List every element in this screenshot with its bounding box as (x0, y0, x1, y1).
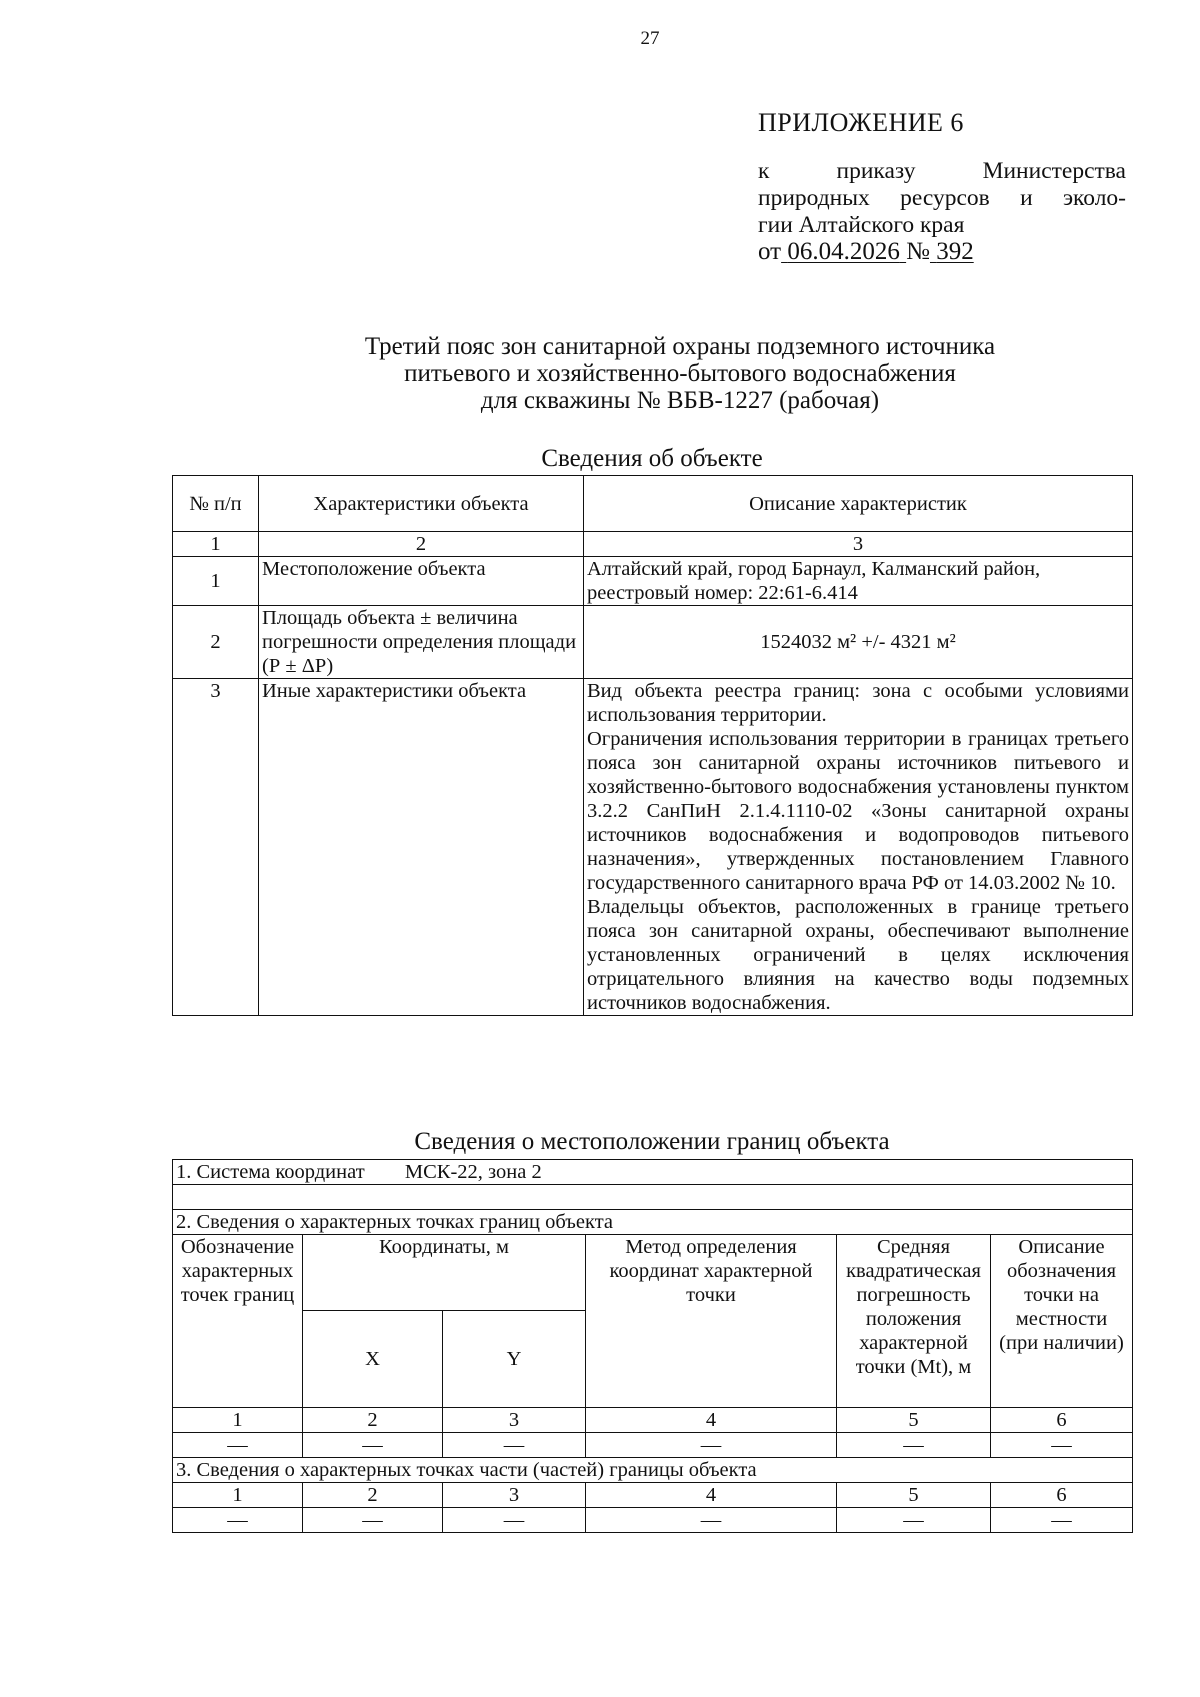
column-number-row (173, 1483, 1133, 1508)
table-row (173, 679, 1133, 1016)
column-number: 5 (837, 1483, 991, 1508)
table-cell: — (173, 1508, 303, 1533)
coord-system-value: МСК-22, зона 2 (404, 1161, 542, 1183)
column-number: 2 (303, 1483, 443, 1508)
description-paragraph: Владельцы объектов, расположенных в границе третьего пояса зон санитарной охраны, обеспечивают выполнение установленных ограничений в целях исключения отрицательного влияния на качество воды подземных источников водоснабжения. (587, 896, 1129, 1014)
table-header-row (173, 476, 1133, 532)
page-number: 27 (640, 28, 660, 49)
date-prefix: от (758, 238, 782, 265)
object-info-table (172, 475, 1133, 1016)
column-number-row (173, 532, 1133, 557)
header-designation: Обозначение характерных точек границ (173, 1235, 303, 1408)
column-number-row (173, 1408, 1133, 1433)
boundary-info-title: Сведения о местоположении границ объекта (414, 1128, 890, 1155)
table-row (173, 1508, 1133, 1533)
coord-system-row (173, 1160, 1133, 1185)
row-description (584, 679, 1133, 1016)
row-number: 1 (173, 557, 259, 606)
table-cell: — (586, 1433, 837, 1458)
order-ref-line: природных ресурсов и эколо- (758, 185, 1126, 211)
column-number: 1 (173, 1408, 303, 1433)
coord-system-cell (173, 1160, 1133, 1185)
header-x: X (303, 1311, 443, 1408)
header-method: Метод определения координат характерной точки (586, 1235, 837, 1408)
table-cell: — (837, 1508, 991, 1533)
header-y: Y (443, 1311, 586, 1408)
points-section-label: 2. Сведения о характерных точках границ объекта (173, 1210, 1133, 1235)
header-number: № п/п (173, 476, 259, 532)
order-date (758, 238, 974, 266)
table-row (173, 557, 1133, 606)
table-cell: — (303, 1433, 443, 1458)
table-header-row (173, 1235, 1133, 1311)
column-number: 3 (443, 1408, 586, 1433)
header-description: Описание характеристик (584, 476, 1133, 532)
column-number: 3 (584, 532, 1133, 557)
row-number: 3 (173, 679, 259, 1016)
column-number: 6 (991, 1483, 1133, 1508)
row-description: Алтайский край, город Барнаул, Калманский район, реестровый номер: 22:61-6.414 (584, 557, 1133, 606)
appendix-title: ПРИЛОЖЕНИЕ 6 (758, 108, 964, 137)
coord-system-label: 1. Система координат (176, 1161, 365, 1183)
table-cell: — (837, 1433, 991, 1458)
header-error: Средняя квадратическая погрешность положения характерной точки (Mt), м (837, 1235, 991, 1408)
title-line: для скважины № ВБВ-1227 (рабочая) (480, 387, 880, 414)
document-title (230, 333, 1130, 414)
spacer-row (173, 1185, 1133, 1210)
row-description: 1524032 м² +/- 4321 м² (584, 606, 1133, 679)
boundary-info-table (172, 1159, 1133, 1533)
column-number: 4 (586, 1483, 837, 1508)
table-cell: — (586, 1508, 837, 1533)
number-value: 392 (936, 238, 974, 265)
row-number: 2 (173, 606, 259, 679)
row-characteristic: Иные характеристики объекта (259, 679, 584, 1016)
title-line: Третий пояс зон санитарной охраны подземного источника (364, 333, 996, 360)
column-number: 2 (259, 532, 584, 557)
table-cell: — (173, 1433, 303, 1458)
column-number: 4 (586, 1408, 837, 1433)
number-prefix: № (906, 238, 930, 265)
table-cell: — (303, 1508, 443, 1533)
table-cell: — (991, 1433, 1133, 1458)
column-number: 1 (173, 1483, 303, 1508)
row-characteristic: Местоположение объекта (259, 557, 584, 606)
table-row (173, 606, 1133, 679)
table-cell: — (991, 1508, 1133, 1533)
column-number: 6 (991, 1408, 1133, 1433)
order-reference (758, 158, 1126, 239)
parts-section-label: 3. Сведения о характерных точках части (частей) границы объекта (173, 1458, 1133, 1483)
column-number: 5 (837, 1408, 991, 1433)
points-section-row (173, 1210, 1133, 1235)
table-row (173, 1433, 1133, 1458)
header-characteristic: Характеристики объекта (259, 476, 584, 532)
column-number: 1 (173, 532, 259, 557)
table-cell: — (443, 1508, 586, 1533)
title-line: питьевого и хозяйственно-бытового водоснабжения (404, 360, 956, 387)
header-point-description: Описание обозначения точки на местности (при наличии) (991, 1235, 1133, 1408)
empty-cell (173, 1185, 1133, 1210)
column-number: 3 (443, 1483, 586, 1508)
parts-section-row (173, 1458, 1133, 1483)
description-paragraph: Вид объекта реестра границ: зона с особыми условиями использования территории. (587, 680, 1129, 726)
date-value: 06.04.2026 (787, 238, 900, 265)
header-coordinates: Координаты, м (303, 1235, 586, 1311)
order-ref-line: гии Алтайского края (758, 212, 965, 238)
object-info-title: Сведения об объекте (541, 445, 763, 472)
row-characteristic: Площадь объекта ± величина погрешности определения площади (Р ± ΔР) (259, 606, 584, 679)
table-cell: — (443, 1433, 586, 1458)
description-paragraph: Ограничения использования территории в границах третьего пояса зон санитарной охраны источников питьевого и хозяйственно-бытового водоснабжения установлены пунктом 3.2.2 СанПиН 2.1.4.1110-02 «Зоны санитарной охраны источников водоснабжения и водопроводов питьевого назначения», утвержденных постановлением Главного государственного санитарного врача РФ от 14.03.2002 № 10. (587, 728, 1129, 894)
order-ref-line: к приказу Министерства (758, 158, 1126, 184)
column-number: 2 (303, 1408, 443, 1433)
